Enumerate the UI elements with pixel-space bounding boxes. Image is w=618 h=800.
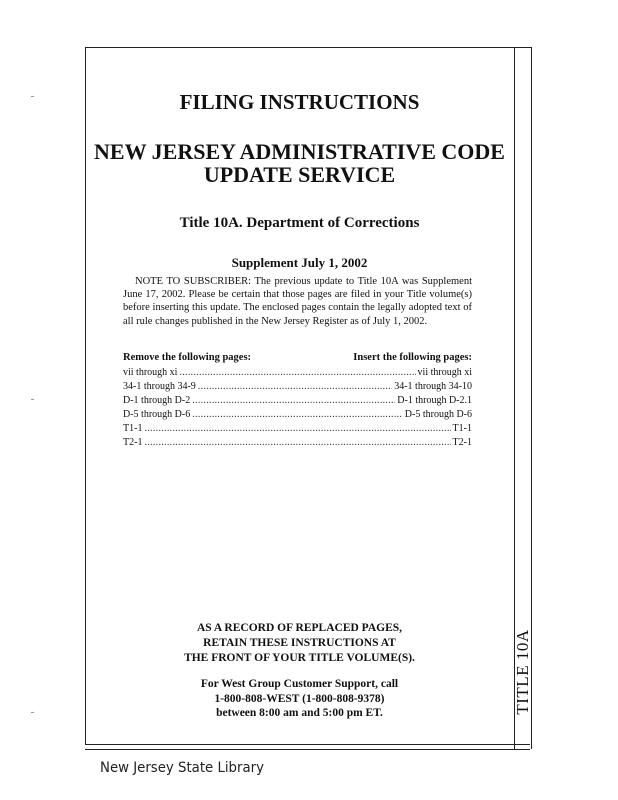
dot-leader xyxy=(179,366,415,380)
insert-range: D-5 through D-6 xyxy=(404,409,472,420)
remove-range: vii through xi xyxy=(123,367,178,378)
remove-range: T1-1 xyxy=(123,423,143,434)
dot-leader xyxy=(144,436,450,450)
insert-range: 34-1 through 34-10 xyxy=(394,381,472,392)
remove-range: D-1 through D-2 xyxy=(123,395,191,406)
subscriber-note xyxy=(123,275,472,328)
insert-range: vii through xi xyxy=(417,367,472,378)
record-line: RETAIN THESE INSTRUCTIONS AT xyxy=(203,637,396,649)
page-row xyxy=(123,436,472,450)
support-hours: between 8:00 am and 5:00 pm ET. xyxy=(216,707,383,719)
dot-leader xyxy=(198,380,392,394)
scan-speck: ⁃ xyxy=(30,92,35,103)
remove-range: 34-1 through 34-9 xyxy=(123,381,196,392)
title-department-line: Title 10A. Department of Corrections xyxy=(179,215,420,231)
page-row xyxy=(123,422,472,436)
dot-leader xyxy=(144,422,450,436)
support-phone: 1-800-808-WEST (1-800-808-9378) xyxy=(214,692,385,705)
dot-leader xyxy=(192,394,395,408)
insert-pages-header: Insert the following pages: xyxy=(353,352,472,363)
title-tab-label: TITLE 10A xyxy=(513,629,532,715)
update-service-title: UPDATE SERVICE xyxy=(203,162,396,187)
frame-bottom-rule xyxy=(85,744,530,750)
insert-range: D-1 through D-2.1 xyxy=(397,395,472,406)
filing-instructions-heading: FILING INSTRUCTIONS xyxy=(179,90,420,114)
code-title: NEW JERSEY ADMINISTRATIVE CODE xyxy=(94,139,505,164)
insert-range: T2-1 xyxy=(452,437,472,448)
library-stamp: New Jersey State Library xyxy=(100,760,264,776)
page-row xyxy=(123,408,472,422)
support-line: For West Group Customer Support, call xyxy=(200,678,399,690)
record-line: THE FRONT OF YOUR TITLE VOLUME(S). xyxy=(184,652,415,664)
subscriber-note-text: NOTE TO SUBSCRIBER: The previous update to Title 10A was Supplement June 17, 2002. Please be certain that those pages are filed in your Title volume(s) before inserting this update. The enclosed pages contain the legally adopted text of all rule changes published in the New Jersey Register as of July 1, 2002. xyxy=(123,276,472,327)
remove-range: D-5 through D-6 xyxy=(123,409,191,420)
insert-range: T1-1 xyxy=(452,423,472,434)
supplement-date: Supplement July 1, 2002 xyxy=(231,255,368,270)
pages-table-header xyxy=(123,352,472,363)
scan-speck: ⁃ xyxy=(30,708,35,719)
record-line: AS A RECORD OF REPLACED PAGES, xyxy=(196,622,403,634)
page-row xyxy=(123,366,472,380)
scan-speck: ⁃ xyxy=(30,395,35,406)
customer-support-info xyxy=(85,677,514,721)
dot-leader xyxy=(192,408,403,422)
page-row xyxy=(123,394,472,408)
page-row xyxy=(123,380,472,394)
remove-range: T2-1 xyxy=(123,437,143,448)
pages-list xyxy=(123,366,472,450)
record-instructions xyxy=(85,621,514,666)
remove-pages-header: Remove the following pages: xyxy=(123,352,252,363)
